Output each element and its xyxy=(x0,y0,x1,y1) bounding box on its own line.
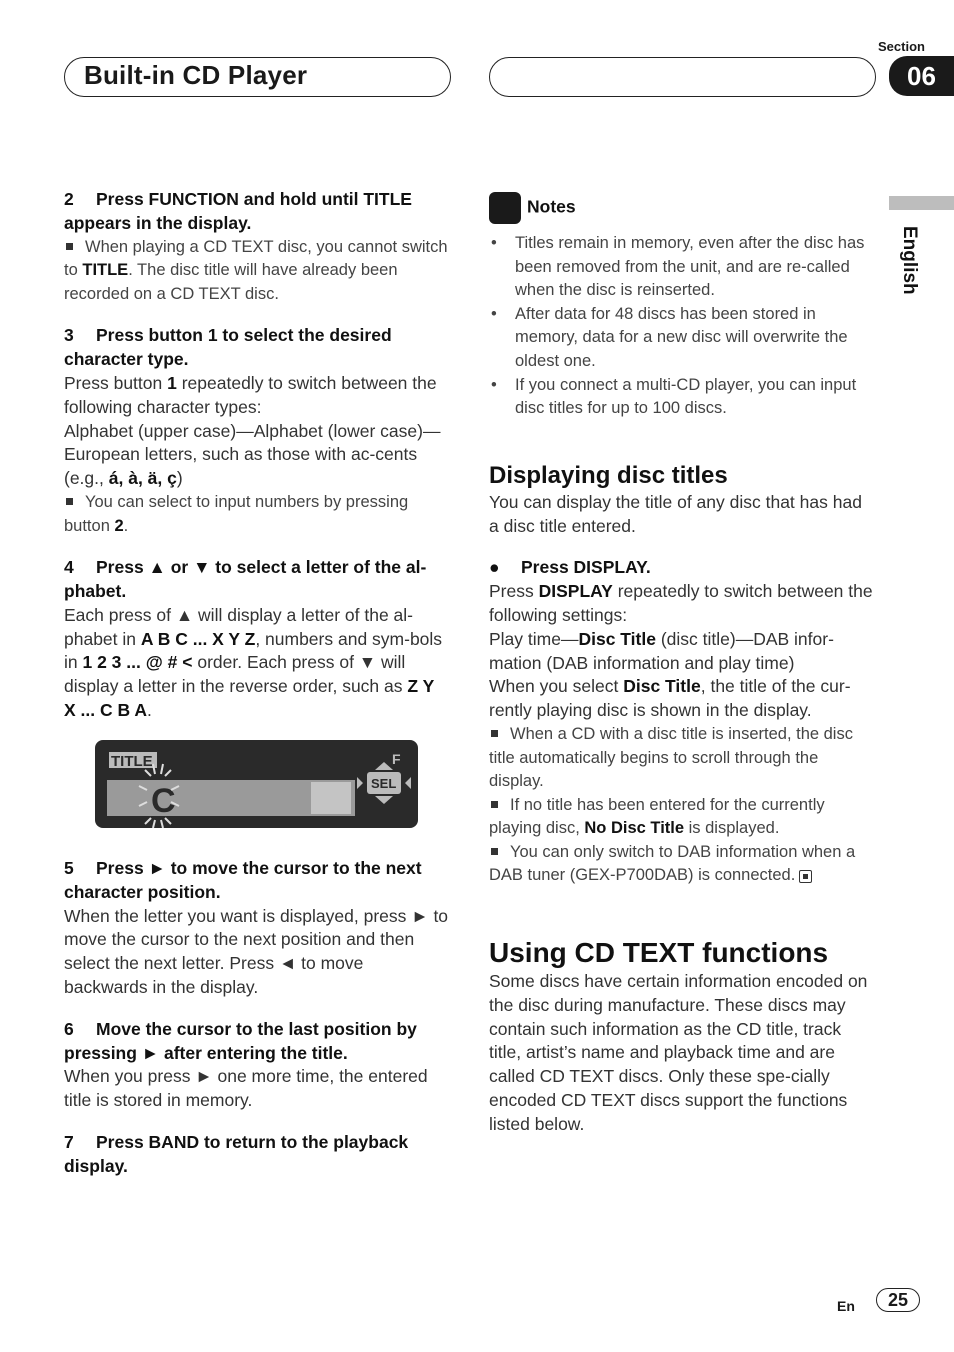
lcd-cursor-block xyxy=(311,782,351,814)
step-2-note: When playing a CD TEXT disc, you cannot switch to TITLE. The disc title will have already been recorded on a CD TEXT disc. xyxy=(64,237,448,303)
display-body-1: Press DISPLAY repeatedly to switch between the following settings: xyxy=(489,581,873,625)
notes-pen-icon xyxy=(489,192,521,224)
lcd-svg xyxy=(95,740,418,828)
display-note-3: You can only switch to DAB information when a DAB tuner (GEX-P700DAB) is connected. xyxy=(489,842,856,885)
svg-text:SEL: SEL xyxy=(371,776,397,791)
notes-list xyxy=(489,232,875,421)
step-4-body: Each press of ▲ will display a letter of the al-phabet in A B C ... X Y Z, numbers and sym-bols in 1 2 3 ... @ # < order. Each press of ▼ will display a letter in the reverse order, such as Z Y X ... C B A. xyxy=(64,604,443,720)
square-bullet-icon xyxy=(491,730,498,737)
cd-text-body: Some discs have certain information encoded on the disc during manufacture. These discs may contain such information as the CD title, track title, artist’s name and playback time and are called CD TEXT discs. Only these spe-cially encoded CD TEXT discs support the functions listed below. xyxy=(489,971,868,1134)
language-label: English xyxy=(899,226,920,295)
square-bullet-icon xyxy=(66,243,73,250)
square-bullet-icon xyxy=(491,848,498,855)
square-bullet-icon xyxy=(66,498,73,505)
footer-language: En xyxy=(837,1298,855,1314)
displaying-disc-titles-heading: Displaying disc titles xyxy=(489,461,728,489)
header-blank-box xyxy=(489,57,876,97)
cd-text-heading: Using CD TEXT functions xyxy=(489,937,829,969)
display-body-3: When you select Disc Title, the title of the cur-rently playing disc is shown in the display. xyxy=(489,676,851,721)
display-note-1: When a CD with a disc title is inserted, the disc title automatically begins to scroll through the display. xyxy=(489,724,853,791)
displaying-intro: You can display the title of any disc that has had a disc title entered. xyxy=(489,491,862,536)
square-bullet-icon xyxy=(491,801,498,808)
step-3: 3 Press button 1 to select the desired character type. xyxy=(64,325,392,370)
step-5: 5 Press ► to move the cursor to the next character position. xyxy=(64,858,422,902)
display-note-2: If no title has been entered for the currently playing disc, No Disc Title is displayed. xyxy=(489,795,825,838)
left-column-lower xyxy=(64,857,450,1179)
note-item: • After data for 48 discs has been stored in memory, data for a new disc will overwrite the oldest one. xyxy=(489,303,875,374)
page-number: 25 xyxy=(876,1288,920,1312)
notes-heading: Notes xyxy=(489,192,875,224)
step-3-body: Press button 1 repeatedly to switch between the following character types: xyxy=(64,372,437,417)
press-display-step: ● Press DISPLAY. xyxy=(489,557,651,578)
page-title: Built-in CD Player xyxy=(84,60,308,90)
step-4: 4 Press ▲ or ▼ to select a letter of the al-phabet. xyxy=(64,557,427,601)
right-column xyxy=(489,192,875,1137)
display-body-2: Play time—Disc Title (disc title)—DAB infor-mation (DAB information and play time) xyxy=(489,628,834,673)
step-5-body: When the letter you want is displayed, press ► to move the cursor to the next position and then select the next letter. Press ◄ to move backwards in the display. xyxy=(64,905,449,997)
language-tab-bar xyxy=(889,196,954,210)
lcd-char: C xyxy=(151,782,176,820)
step-6: 6 Move the cursor to the last position by pressing ► after entering the title. xyxy=(64,1018,417,1063)
lcd-sel-icon xyxy=(357,762,411,804)
note-item: • If you connect a multi-CD player, you can input disc titles for up to 100 discs. xyxy=(489,374,875,421)
step-2: 2 Press FUNCTION and hold until TITLE appears in the display. xyxy=(64,189,412,233)
section-number: 06 xyxy=(889,56,954,96)
left-column xyxy=(64,188,450,723)
section-label: Section xyxy=(878,39,925,54)
lcd-display-illustration xyxy=(95,740,418,828)
lcd-title-text: TITLE xyxy=(111,753,153,770)
note-item: • Titles remain in memory, even after the disc has been removed from the unit, and are re-called when the disc is reinserted. xyxy=(489,232,875,303)
step-7: 7 Press BAND to return to the playback display. xyxy=(64,1131,409,1176)
step-6-body: When you press ► one more time, the entered title is stored in memory. xyxy=(64,1066,428,1111)
lcd-f-indicator: F xyxy=(392,751,401,767)
end-mark-icon xyxy=(799,870,812,883)
step-3-note: You can select to input numbers by pressing button 2. xyxy=(64,492,409,535)
step-3-body-2: Alphabet (upper case)—Alphabet (lower case)—European letters, such as those with ac-cents (e.g., á, à, ä, ç) xyxy=(64,420,441,489)
